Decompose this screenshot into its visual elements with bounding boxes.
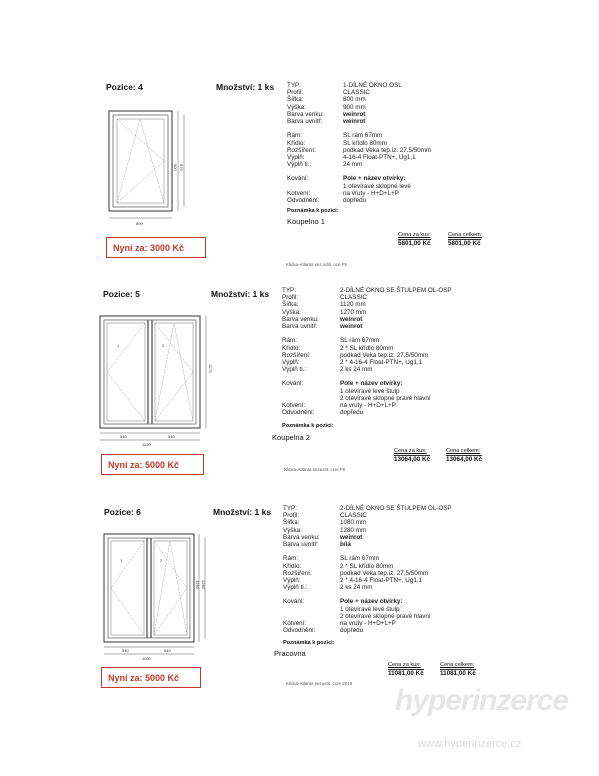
note-label: Poznámka k pozici: bbox=[282, 423, 334, 429]
dim-height: 1280 bbox=[201, 580, 206, 589]
unit-price: 5801,00 Kč bbox=[398, 240, 431, 247]
dim-right: 540 bbox=[168, 434, 175, 439]
svg-text:2: 2 bbox=[160, 558, 163, 563]
dim-left: 540 bbox=[120, 434, 127, 439]
dim-width: 1080 bbox=[142, 656, 151, 661]
dim-width: 1120 bbox=[142, 442, 151, 447]
footer-note: Klicka-Atlanta sez.sdili, oce F5 bbox=[286, 262, 348, 267]
dim-height: 900 bbox=[173, 164, 178, 171]
dim-left: 540 bbox=[122, 648, 129, 653]
spec-labels: TYP: Profil: Šířka: Výška: Barva venku: Barva uvnitř: Rám: Křídlo: Rozšíření: Výplň: Výplň ti.: Kování: Kotvení: Odvodnění: bbox=[287, 82, 324, 204]
total-price: 13064,00 Kč bbox=[446, 456, 483, 463]
dim-right: 540 bbox=[164, 648, 171, 653]
quantity-label: Množství: 1 ks bbox=[216, 82, 275, 92]
watermark-url: www.hyperinzerce.cz bbox=[418, 738, 522, 750]
svg-text:1: 1 bbox=[120, 558, 123, 563]
spec-values: 1-DÍLNÉ OKNO OSL CLASSIC 800 mm 900 mm weinrot weinrot SL rám 67mm SL křídlo 80mm podkad Veka tep.iz. 27.5/50mm 4-16-4 Float-PTN+, Ug1,1 24 mm Pole + název otvírky: 1 otevíravé sklopné levé na vruty - H+D+L+P dopředu bbox=[343, 82, 432, 204]
dim-height2: 1250 bbox=[195, 580, 200, 589]
total-price-label: Cena celkem: bbox=[440, 662, 475, 668]
quantity-label: Množství: 1 ks bbox=[213, 507, 272, 517]
unit-price-label: Cena za kus: bbox=[398, 232, 431, 238]
svg-text:2: 2 bbox=[162, 343, 165, 348]
total-price-label: Cena celkem: bbox=[446, 448, 481, 454]
total-price-label: Cena celkem: bbox=[448, 232, 483, 238]
dim-height: 1270 bbox=[208, 364, 213, 373]
position-label: Pozice: 6 bbox=[104, 507, 141, 517]
spec-values: 2-DÍLNÉ OKNO SE ŠTULPEM OL-OSP CLASSIC 1080 mm 1280 mm weinrot bílá SL rám 67mm 2 * SL křídlo 80mm podkad Veka tep.iz. 27,5/50mm 2 * 4-16-4 Float-PTN+, Ug1,1 2 ks 24 mm Pole + název otvírky: 1 otevíravé levé štulp 2 otevíravé sklopné pravé hlavní na vruty - H+D+L+P dopředu bbox=[340, 505, 452, 635]
room-label: Koupelno 1 bbox=[287, 217, 325, 226]
dim-width: 800 bbox=[136, 221, 143, 226]
window-drawing-6 bbox=[96, 530, 216, 665]
room-label: Koupelna 2 bbox=[272, 433, 310, 442]
offer-price-box: Nyní za: 3000 Kč bbox=[106, 237, 206, 258]
dim-height2: 870 bbox=[179, 164, 184, 171]
note-label: Poznámka k pozici: bbox=[283, 640, 335, 646]
unit-price-label: Cena za kus: bbox=[388, 662, 421, 668]
window-drawing-5 bbox=[92, 312, 222, 452]
note-label: Poznámka k pozici: bbox=[287, 208, 339, 214]
position-label: Pozice: 4 bbox=[106, 82, 143, 92]
window-drawing-4 bbox=[100, 108, 195, 238]
offer-price-box: Nyní za: 5000 Kč bbox=[101, 454, 204, 475]
total-price: 5801,00 Kč bbox=[448, 240, 481, 247]
position-label: Pozice: 5 bbox=[103, 289, 140, 299]
svg-text:1: 1 bbox=[117, 343, 120, 348]
spec-labels: TYP: Profil: Šířka: Výška: Barva venku: Barva uvnitř: Rám: Křídlo: Rozšíření: Výplň: Výplň ti.: Kování: Kotvení: Odvodnění: bbox=[282, 287, 319, 417]
spec-labels: TYP: Profil: Šířka: Výška: Barva venku: Barva uvnitř: Rám: Křídlo: Rozšíření: Výplň: Výplň ti.: Kování: Kotvení: Odvodnění: bbox=[283, 505, 320, 635]
quantity-label: Množství: 1 ks bbox=[211, 289, 270, 299]
total-price: 11081,00 Kč bbox=[440, 670, 476, 677]
unit-price-label: Cena za kus: bbox=[394, 448, 427, 454]
offer-price-box: Nyní za: 5000 Kč bbox=[101, 667, 201, 688]
room-label: Pracovna bbox=[274, 649, 306, 658]
watermark-logo: hyperinzerce bbox=[395, 684, 569, 717]
unit-price: 13064,00 Kč bbox=[394, 456, 431, 463]
footer-note: Klicka-Atlanta sezustit, ccre 2019 bbox=[286, 681, 353, 686]
unit-price: 11081,00 Kč bbox=[388, 670, 424, 677]
footer-note: Klicka-Atlanta sezustit, ccei F9 bbox=[284, 467, 346, 472]
spec-values: 2-DÍLNÉ OKNO SE ŠTULPEM OL-OSP CLASSIC 1120 mm 1270 mm weinrot weinrot SL rám 67mm 2 * SL křídlo 80mm podkad Veka tep.iz. 27,5/50mm 2 * 4-16-4 Float-PTN+, Ug1,1 2 ks 24 mm Pole + název otvírky: 1 otevíravé levé štulp 2 otevíravé sklopné pravé hlavní na vruty - H+D+L+P dopředu bbox=[340, 287, 452, 417]
